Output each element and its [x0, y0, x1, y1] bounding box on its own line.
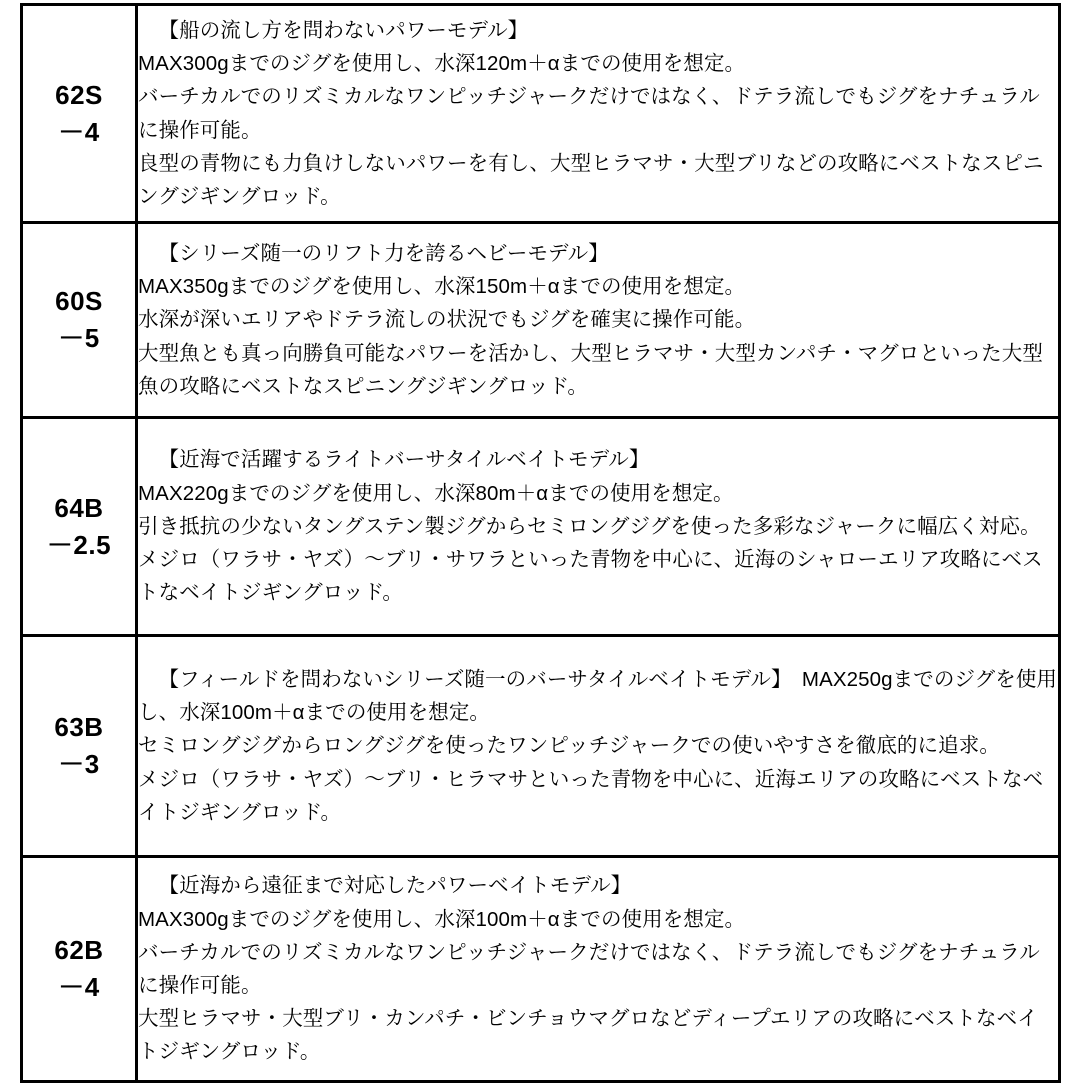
- description-line: 【近海で活躍するライトバーサタイルベイトモデル】: [158, 448, 650, 472]
- model-code-line-2: －2.5: [46, 529, 112, 560]
- model-code-line-1: 63B: [54, 712, 104, 743]
- model-description-cell: [137, 636, 1060, 857]
- description-line: MAX350gまでのジグを使用し、水深150m＋αまでの使用を想定。: [138, 275, 746, 299]
- table-row: [22, 223, 1060, 418]
- description-line: バーチカルでのリズミカルなワンピッチジャークだけではなく、ドテラ流しでもジグをナチュラルに操作可能。: [138, 85, 1040, 142]
- table-row: [22, 857, 1060, 1082]
- model-code-line-2: －3: [58, 749, 100, 779]
- model-code-line-1: 62B: [54, 935, 104, 966]
- description-line: 【船の流し方を問わないパワーモデル】: [158, 18, 529, 42]
- description-body: [138, 869, 1058, 1068]
- description-body: [138, 663, 1058, 829]
- description-line: 【近海から遠征まで対応したパワーベイトモデル】: [158, 874, 632, 898]
- description-body: [138, 443, 1058, 609]
- table-row: [22, 636, 1060, 857]
- description-line: 水深が深いエリアやドテラ流しの状況でもジグを確実に操作可能。: [138, 308, 756, 332]
- table-row: [22, 5, 1060, 223]
- model-description-cell: [137, 223, 1060, 418]
- model-code-line-1: 62S: [55, 79, 103, 110]
- description-line: セミロングジグからロングジグを使ったワンピッチジャークでの使いやすさを徹底的に追求。: [138, 734, 1000, 758]
- model-description-cell: [137, 418, 1060, 636]
- model-code-line-1: 60S: [55, 286, 103, 317]
- description-line: メジロ（ワラサ・ヤズ）～ブリ・ヒラマサといった青物を中心に、近海エリアの攻略にベストなベイトジギングロッド。: [138, 767, 1044, 824]
- model-code-cell: [22, 5, 137, 223]
- description-line: MAX220gまでのジグを使用し、水深80m＋αまでの使用を想定。: [138, 481, 734, 505]
- spec-table-body: [22, 5, 1060, 1082]
- model-description-cell: [137, 5, 1060, 223]
- table-row: [22, 418, 1060, 636]
- model-code-cell: [22, 223, 137, 418]
- model-code-line-2: －4: [58, 116, 100, 147]
- description-line: 引き抵抗の少ないタングステン製ジグからセミロングジグを使った多彩なジャークに幅広く対応。: [138, 514, 1041, 538]
- model-description-cell: [137, 857, 1060, 1082]
- description-line: 【シリーズ随一のリフト力を誇るヘビーモデル】: [158, 241, 609, 265]
- model-code-cell: [22, 857, 137, 1082]
- model-code-line-1: 64B: [54, 492, 104, 523]
- model-code-line-2: －5: [58, 323, 100, 353]
- rod-spec-table: [20, 3, 1061, 1083]
- model-code-line-2: －4: [58, 972, 100, 1002]
- description-body: [138, 14, 1058, 213]
- description-line: MAX300gまでのジグを使用し、水深120m＋αまでの使用を想定。: [138, 52, 746, 76]
- model-code-cell: [22, 418, 137, 636]
- description-line: MAX300gまでのジグを使用し、水深100m＋αまでの使用を想定。: [138, 907, 746, 931]
- description-line: 大型ヒラマサ・大型ブリ・カンパチ・ビンチョウマグロなどディープエリアの攻略にベストなベイトジギングロッド。: [138, 1007, 1038, 1064]
- description-line: 大型魚とも真っ向勝負可能なパワーを活かし、大型ヒラマサ・大型カンパチ・マグロといった大型魚の攻略にベストなスピニングジギングロッド。: [138, 341, 1043, 398]
- description-line: バーチカルでのリズミカルなワンピッチジャークだけではなく、ドテラ流しでもジグをナチュラルに操作可能。: [138, 940, 1040, 997]
- model-code-cell: [22, 636, 137, 857]
- description-line: 良型の青物にも力負けしないパワーを有し、大型ヒラマサ・大型ブリなどの攻略にベストなスピニングジギングロッド。: [138, 151, 1044, 208]
- description-line: 【フィールドを問わないシリーズ随一のバーサタイルベイトモデル】 MAX250gまでのジグを使用し、水深100m＋αまでの使用を想定。: [138, 667, 1058, 725]
- description-body: [138, 237, 1058, 403]
- description-line: メジロ（ワラサ・ヤズ）～ブリ・サワラといった青物を中心に、近海のシャローエリア攻略にベストなベイトジギングロッド。: [138, 548, 1043, 605]
